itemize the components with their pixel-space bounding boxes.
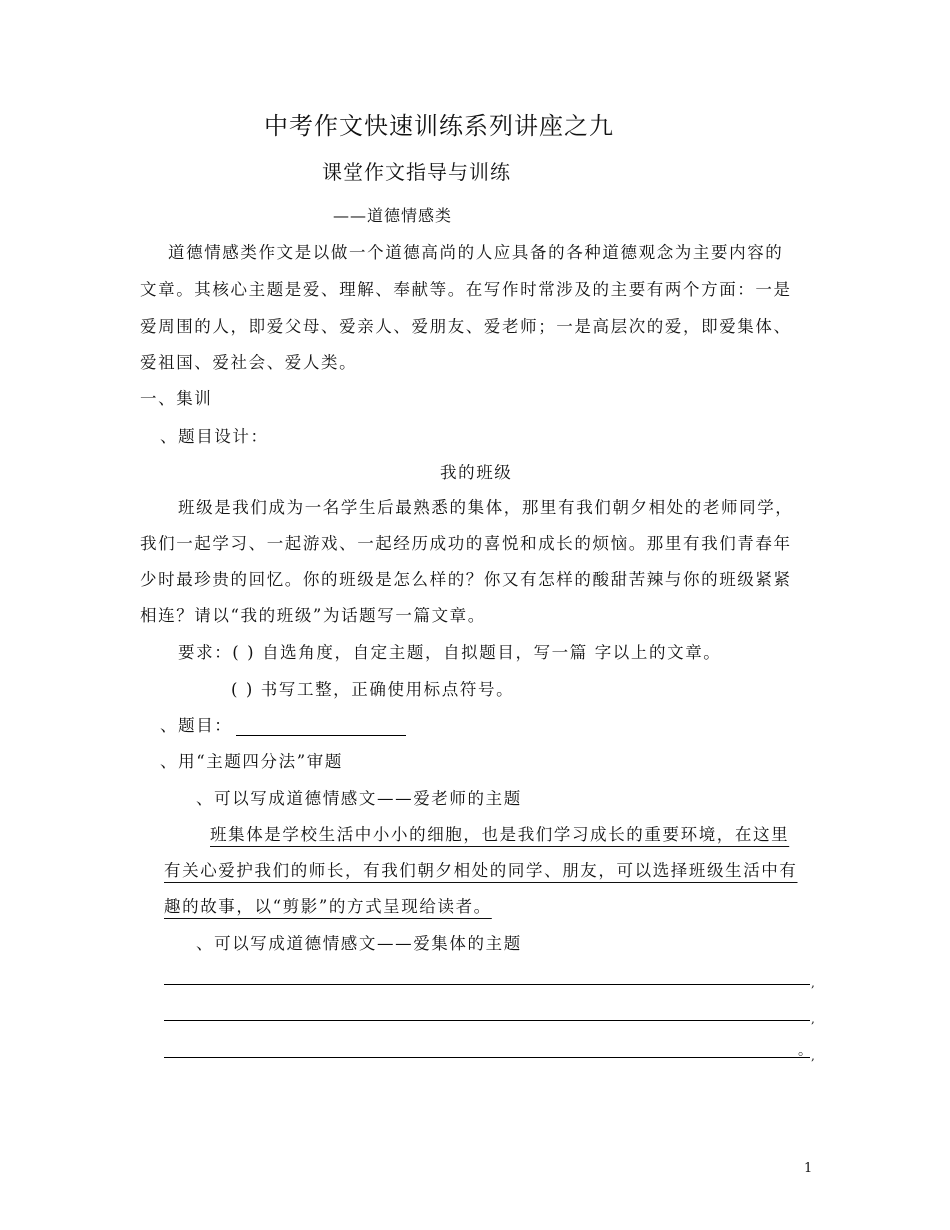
requirement-1: 要求：( ) 自选角度，自定主题，自拟题目，写一篇 字以上的文章。 <box>178 643 722 662</box>
document-subtitle: 课堂作文指导与训练 <box>322 160 511 184</box>
answer-line-3-mark: , <box>811 1049 815 1063</box>
item-topic-design: 、题目设计： <box>160 427 269 446</box>
sample-line-3: 趣的故事，以“剪影”的方式呈现给读者。 <box>164 897 492 916</box>
item-four-method: 、用“主题四分法”审题 <box>160 752 343 771</box>
intro-line-2: 文章。其核心主题是爱、理解、奉献等。在写作时常涉及的主要有两个方面：一是 <box>140 280 792 299</box>
intro-line-1: 道德情感类作文是以做一个道德高尚的人应具备的各种道德观念为主要内容的 <box>168 243 784 262</box>
page-number: 1 <box>804 1161 813 1176</box>
intro-line-3: 爱周围的人，即爱父母、爱亲人、爱朋友、爱老师；一是高层次的爱，即爱集体、 <box>140 317 792 336</box>
sample-line-2: 有关心爱护我们的师长，有我们朝夕相处的同学、朋友，可以选择班级生活中有 <box>164 861 798 880</box>
prompt-line-2: 我们一起学习、一起游戏、一起经历成功的喜悦和成长的烦恼。那里有我们青春年 <box>140 534 792 553</box>
item-title-label: 、题目： <box>160 716 233 735</box>
requirement-2: ( ) 书写工整，正确使用标点符号。 <box>231 680 515 699</box>
item-title-field <box>160 712 406 736</box>
prompt-line-1: 班级是我们成为一名学生后最熟悉的集体，那里有我们朝夕相处的老师同学， <box>178 498 794 517</box>
answer-line-2-mark: , <box>811 1012 815 1026</box>
answer-line-1 <box>164 984 810 985</box>
document-title: 中考作文快速训练系列讲座之九 <box>264 112 614 140</box>
answer-line-1-mark: , <box>811 976 815 990</box>
prompt-line-3: 少时最珍贵的回忆。你的班级是怎么样的？你又有怎样的酸甜苦辣与你的班级紧紧 <box>140 570 792 589</box>
section-heading: 一、集训 <box>140 389 213 408</box>
answer-line-3-period: 。 <box>798 1043 812 1059</box>
sub-item-love-teacher: 、可以写成道德情感文——爱老师的主题 <box>196 789 522 808</box>
sample-line-1: 班集体是学校生活中小小的细胞，也是我们学习成长的重要环境，在这里 <box>210 825 790 844</box>
prompt-line-4: 相连？请以“我的班级”为话题写一篇文章。 <box>140 606 486 625</box>
answer-line-3 <box>164 1057 810 1058</box>
intro-line-4: 爱祖国、爱社会、爱人类。 <box>140 353 358 372</box>
sub-item-love-collective: 、可以写成道德情感文——爱集体的主题 <box>196 934 522 953</box>
title-answer-line <box>236 719 406 736</box>
answer-line-2 <box>164 1020 810 1021</box>
essay-title: 我的班级 <box>440 463 513 482</box>
document-category: ——道德情感类 <box>333 206 453 225</box>
